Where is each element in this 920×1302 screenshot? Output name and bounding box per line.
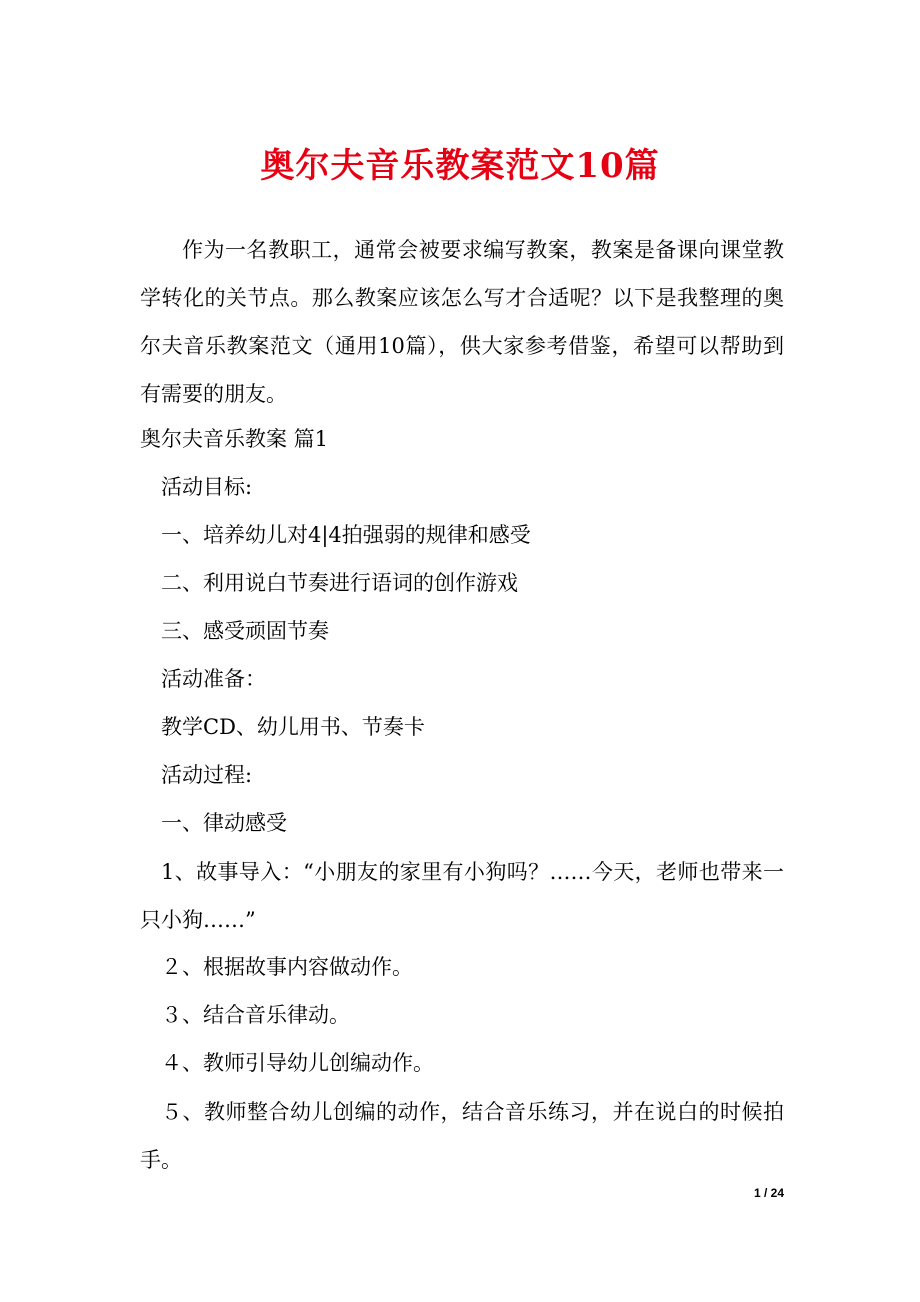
text-line-process-part-1: 一、律动感受 bbox=[161, 811, 287, 835]
intro-paragraph: 作为一名教职工，通常会被要求编写教案，教案是备课向课堂教学转化的关节点。那么教案应该怎么写才合适呢？以下是我整理的奥尔夫音乐教案范文（通用10篇），供大家参考借鉴，希望可以帮助到有需要的朋友。 bbox=[140, 238, 784, 406]
step-2-line: ２、根据故事内容做动作。 bbox=[161, 955, 413, 979]
step-4-line: ４、教师引导幼儿创编动作。 bbox=[161, 1051, 434, 1075]
text-line-prep-heading: 活动准备： bbox=[161, 667, 266, 691]
text-line-prep-items: 教学CD、幼儿用书、节奏卡 bbox=[161, 715, 425, 739]
section-heading: 奥尔夫音乐教案 篇1 bbox=[140, 427, 329, 451]
step-3-line: ３、结合音乐律动。 bbox=[161, 1003, 350, 1027]
text-line-goal-3: 三、感受顽固节奏 bbox=[161, 619, 329, 643]
text-line-goal-2: 二、利用说白节奏进行语词的创作游戏 bbox=[161, 571, 518, 595]
step-5-paragraph: ５、教师整合幼儿创编的动作，结合音乐练习，并在说白的时候拍手。 bbox=[140, 1100, 784, 1172]
text-line-goal-1: 一、培养幼儿对4|4拍强弱的规律和感受 bbox=[161, 523, 531, 547]
page-indicator: 1 / 24 bbox=[753, 1186, 784, 1200]
text-line-goal-heading: 活动目标: bbox=[161, 475, 253, 499]
text-line-process-heading: 活动过程: bbox=[161, 763, 253, 787]
step-1-paragraph: 1、故事导入：“小朋友的家里有小狗吗？……今天，老师也带来一只小狗……” bbox=[140, 860, 784, 932]
document-title: 奥尔夫音乐教案范文10篇 bbox=[260, 146, 660, 186]
